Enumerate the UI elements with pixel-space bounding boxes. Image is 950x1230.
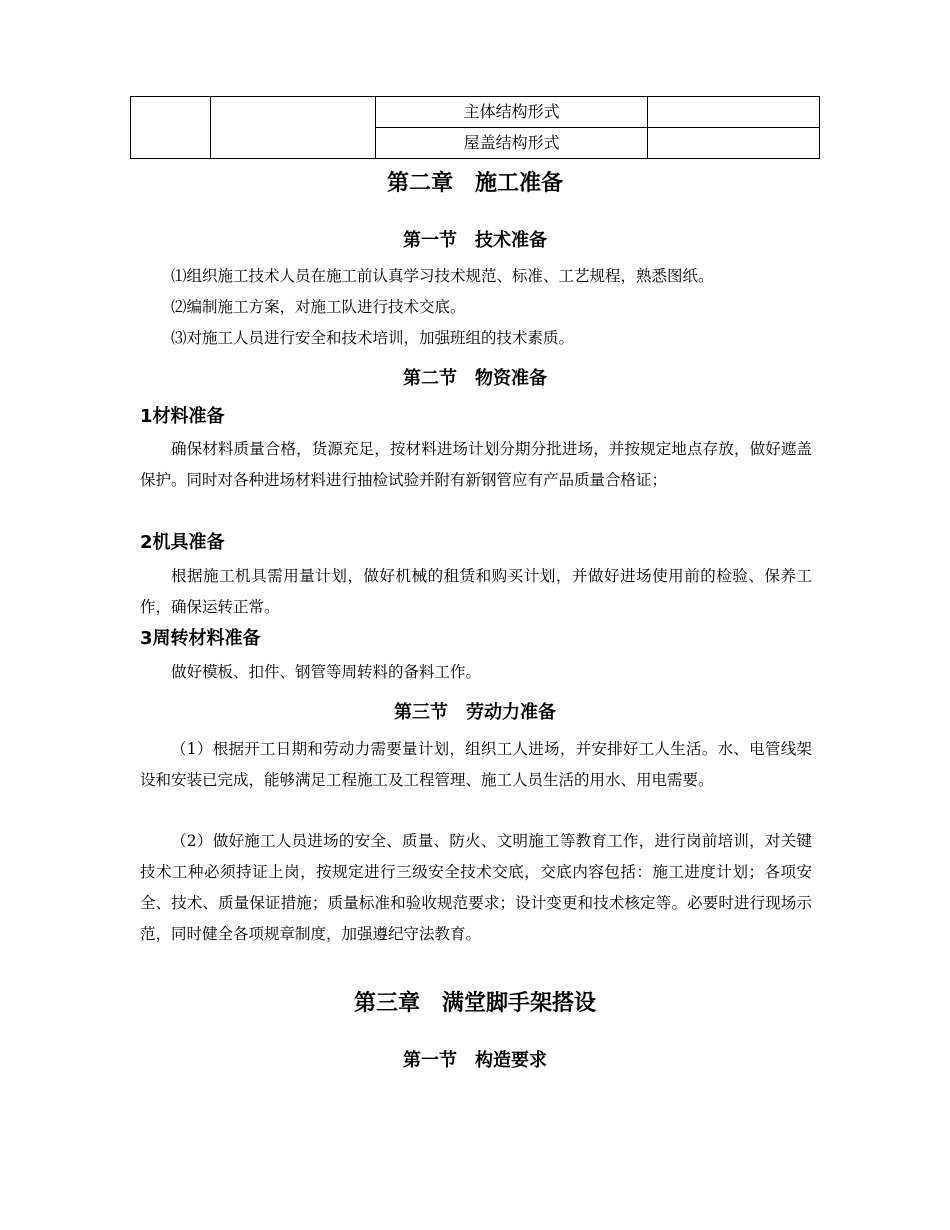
materials-paragraph: 确保材料质量合格，货源充足，按材料进场计划分期分批进场，并按规定地点存放，做好遮盖保护。同时对各种进场材料进行抽检试验并附有新钢管应有产品质量合格证； xyxy=(140,440,812,489)
table-cell xyxy=(648,97,820,128)
subhead-materials: 1材料准备 xyxy=(140,406,225,427)
labor-paragraph-1: （1）根据开工日期和劳动力需要量计划，组织工人进场，并安排好工人生活。水、电管线架设和安装已完成，能够满足工程施工及工程管理、施工人员生活的用水、用电需要。 xyxy=(140,740,812,789)
labor-paragraph-2: （2）做好施工人员进场的安全、质量、防火、文明施工等教育工作，进行岗前培训，对关键技术工种必须持证上岗，按规定进行三级安全技术交底，交底内容包括：施工进度计划；各项安全、技术、质量保证措施；质量标准和验收规范要求；设计变更和技术核定等。必要时进行现场示范，同时健全各项规章制度，加强遵纪守法教育。 xyxy=(140,832,812,943)
section-material-prep-title: 第二节 物资准备 xyxy=(403,368,547,389)
chapter-2-title: 第二章 施工准备 xyxy=(386,171,563,196)
table-cell-structure-form: 主体结构形式 xyxy=(376,97,648,128)
tech-prep-item-3: ⑶对施工人员进行安全和技术培训，加强班组的技术素质。 xyxy=(171,329,575,347)
table-cell-roof-form: 屋盖结构形式 xyxy=(376,128,648,159)
section-technical-prep-title: 第一节 技术准备 xyxy=(403,230,547,251)
section-labor-prep-title: 第三节 劳动力准备 xyxy=(394,702,556,723)
table-cell xyxy=(131,97,211,159)
section-construction-requirements-title: 第一节 构造要求 xyxy=(403,1050,547,1071)
table-row xyxy=(131,97,820,128)
turnover-paragraph: 做好模板、扣件、钢管等周转料的备料工作。 xyxy=(171,663,482,681)
project-info-table xyxy=(130,96,820,159)
machinery-paragraph: 根据施工机具需用量计划，做好机械的租赁和购买计划，并做好进场使用前的检验、保养工作，确保运转正常。 xyxy=(140,567,812,616)
tech-prep-item-2: ⑵编制施工方案，对施工队进行技术交底。 xyxy=(171,298,466,316)
chapter-3-title: 第三章 满堂脚手架搭设 xyxy=(353,991,596,1016)
subhead-machinery: 2机具准备 xyxy=(140,532,225,553)
tech-prep-item-1: ⑴组织施工技术人员在施工前认真学习技术规范、标准、工艺规程，熟悉图纸。 xyxy=(171,267,714,285)
table-cell xyxy=(648,128,820,159)
table-cell xyxy=(211,97,376,159)
subhead-turnover-materials: 3周转材料准备 xyxy=(140,628,261,649)
